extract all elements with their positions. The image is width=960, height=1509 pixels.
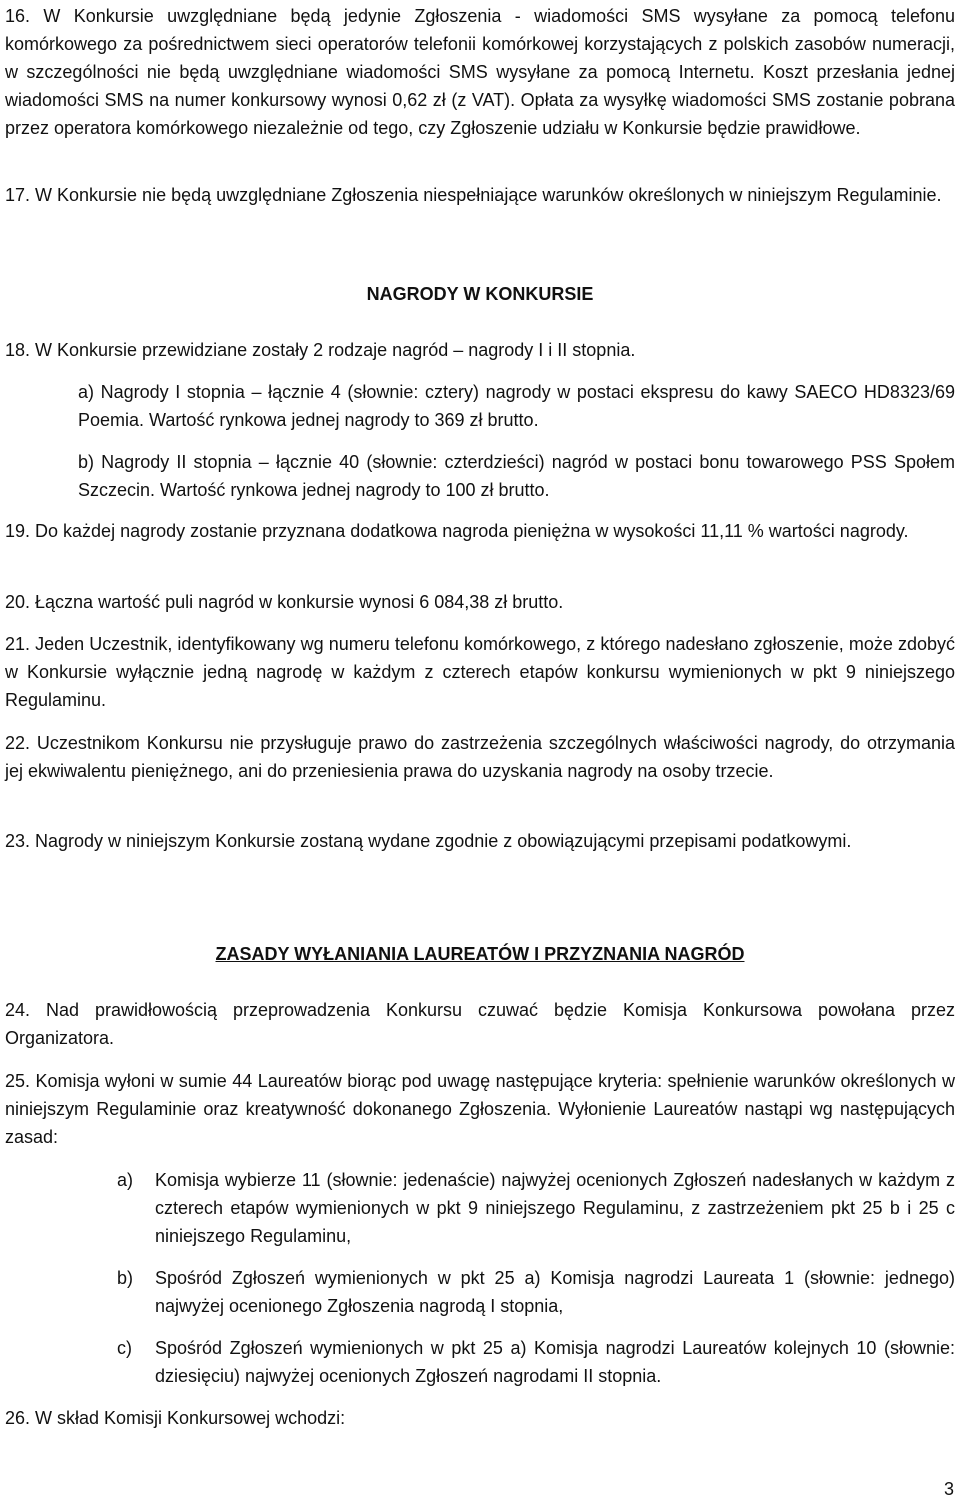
list-item-letter: a) [117,1170,134,1190]
list-item-25c [117,1334,955,1390]
list-item-25a [117,1166,955,1250]
paragraph-16: 16. W Konkursie uwzględniane będą jedynie Zgłoszenia - wiadomości SMS wysyłane za pomocą telefonu komórkowego za pośrednictwem sieci operatorów telefonii komórkowej korzystających z polskich zasobów numeracji, w szczególności nie będą uwzględniane wiadomości SMS wysyłane za pomocą Internetu. Koszt przesłania jednej wiadomości SMS na numer konkursowy wynosi 0,62 zł (z VAT). Opłata za wysyłkę wiadomości SMS zostanie pobrana przez operatora komórkowego niezależnie od tego, czy Zgłoszenie udziału w Konkursie będzie prawidłowe. [5,6,955,138]
paragraph-22: 22. Uczestnikom Konkursu nie przysługuje prawo do zastrzeżenia szczególnych właściwości nagrody, do otrzymania jej ekwiwalentu pieniężnego, ani do przeniesienia prawa do uzyskania nagrody na osoby trzecie. [5,733,955,781]
list-item-letter: b) [117,1268,134,1288]
list-item-text: Spośród Zgłoszeń wymienionych w pkt 25 a) Komisja nagrodzi Laureata 1 (słownie: jednego) najwyżej ocenionego Zgłoszenia nagrodą I stopnia, [155,1268,955,1316]
paragraph-23: 23. Nagrody w niniejszym Konkursie zostaną wydane zgodnie z obowiązującymi przepisami podatkowymi. [5,831,852,851]
paragraph-26: 26. W skład Komisji Konkursowej wchodzi: [5,1408,346,1428]
paragraph-17: 17. W Konkursie nie będą uwzględniane Zgłoszenia niespełniające warunków określonych w niniejszym Regulaminie. [5,185,942,205]
heading-prizes: NAGRODY W KONKURSIE [366,284,594,304]
paragraph-21: 21. Jeden Uczestnik, identyfikowany wg numeru telefonu komórkowego, z którego nadesłano zgłoszenie, może zdobyć w Konkursie wyłącznie jedną nagrodę w każdym z czterech etapów konkursu wymienionych w pkt 9 niniejszego Regulaminu. [5,634,955,710]
paragraph-18b: b) Nagrody II stopnia – łącznie 40 (słownie: czterdzieści) nagród w postaci bonu towarowego PSS Społem Szczecin. Wartość rynkowa jednej nagrody to 100 zł brutto. [78,452,955,500]
paragraph-25: 25. Komisja wyłoni w sumie 44 Laureatów biorąc pod uwagę następujące kryteria: spełnienie warunków określonych w niniejszym Regulaminie oraz kreatywność dokonanego Zgłoszenia. Wyłonienie Laureatów nastąpi wg następujących zasad: [5,1071,955,1147]
paragraph-18a: a) Nagrody I stopnia – łącznie 4 (słownie: cztery) nagrody w postaci ekspresu do kawy SAECO HD8323/69 Poemia. Wartość rynkowa jednej nagrody to 369 zł brutto. [78,382,955,430]
list-item-letter: c) [117,1338,132,1358]
paragraph-24: 24. Nad prawidłowością przeprowadzenia Konkursu czuwać będzie Komisja Konkursowa powołana przez Organizatora. [5,1000,955,1048]
list-item-25b [117,1264,955,1320]
list-item-text: Komisja wybierze 11 (słownie: jedenaście) najwyżej ocenionych Zgłoszeń nadesłanych w każdym z czterech etapów wymienionych w pkt 9 niniejszego Regulaminu, z zastrzeżeniem pkt 25 b i 25 c niniejszego Regulaminu, [155,1170,955,1246]
page-number: 3 [943,1479,954,1499]
paragraph-19: 19. Do każdej nagrody zostanie przyznana dodatkowa nagroda pieniężna w wysokości 11,11 % wartości nagrody. [5,521,909,541]
paragraph-20: 20. Łączna wartość puli nagród w konkursie wynosi 6 084,38 zł brutto. [5,592,564,612]
list-item-text: Spośród Zgłoszeń wymienionych w pkt 25 a) Komisja nagrodzi Laureatów kolejnych 10 (słownie: dziesięciu) najwyżej ocenionych Zgłoszeń nagrodami II stopnia. [155,1338,955,1386]
paragraph-18: 18. W Konkursie przewidziane zostały 2 rodzaje nagród – nagrody I i II stopnia. [5,340,636,360]
heading-selection: ZASADY WYŁANIANIA LAUREATÓW I PRZYZNANIA NAGRÓD [215,944,745,964]
